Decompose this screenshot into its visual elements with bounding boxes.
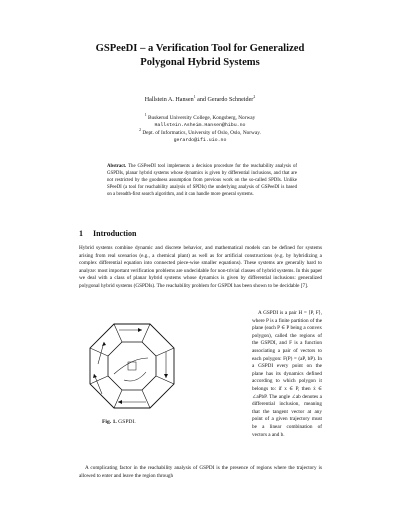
author-2: Gerardo Schneider [207,97,254,104]
abstract-label: Abstract. [107,164,127,169]
figure-caption-text: GSPDI. [118,419,136,425]
email-2: gerardo@ifi.uio.no [173,138,227,144]
section-title: Introduction [93,229,137,238]
tail-paragraph: A complicating factor in the reachability analysis of GSPDI is the presence of regions where the trajectory is allowed to enter and leave the region through [79,465,322,479]
intro-paragraph: Hybrid systems combine dynamic and discrete behavior, and mathematical models can be defined for systems arising from real scenarios (e.g., a chemical plant) as well as for artificial constructions (e.g. by hybridizing a complex differential equation into connected piece-wise smaller equations). These systems are generally hard to analyze: most important verification problems are undecidable for non-trivial classes of hybrid systems. In this paper we deal with a class of planar hybrid systems whose dynamics is given by differential inclusions: generalized polygonal hybrid systems (GSPDIs). The reachability problem for GSPDI has been shown to be decidable [7]. [79,245,322,289]
region-edges [90,324,174,408]
abstract [107,164,297,199]
arrow-heads [93,328,168,404]
email-1: Hallstein.Asheim.Hansen@hibu.no [154,123,246,129]
affiliations: $^1$ Buskerud University College, Kongsberg, Norway Hallstein.Asheim.Hansen@hibu.no $^2$ Dept. of Informatics, University of Oslo, Oslo, Norway. gerardo@ifi.uio.no [60,115,340,145]
inner-octagon [108,342,156,390]
authors-line: Hallstein A. Hansen$^1$ and Gerardo Schneider$^2$ [144,95,256,104]
gspdi-paragraph: A GSPDI is a pair H = ⟨P, F⟩, where P is a finite partition of the plane (each P ∈ P being a convex polygon), called the regions of the GSPDI, and F is a function associating a pair of vectors to each polygon: F(P) = (aP, bP). In a GSPDI every point on the plane has its dynamics defined according to which polygon it belongs to: if x ∈ P, then ẋ ∈ ∠aPbP. The angle ∠ab denotes a differential inclusion, meaning that the tangent vector at any point of a given trajectory must be a linear combination of vectors a and b. [252,310,322,438]
trajectory-arrows [94,330,166,402]
affiliation-1: Buskerud University College, Kongsberg, Norway [147,115,256,121]
gspdi-figure [84,318,180,414]
figure-label: Fig. 1. [102,419,117,425]
figure-caption [102,419,136,425]
author-1: Hallstein A. Hansen [144,97,194,104]
outer-octagon [90,324,174,408]
section-number: 1 [79,229,83,238]
abstract-text: The GSPeeDI tool implements a decision procedure for the reachability analysis of GSPDIs, planar hybrid systems whose dynamics is given by differential inclusions, and that are not restricted by the goodness assumption from previous work on the so-called SPDIs. Unlike SPeeDI (a tool for reachability analysis of SPDIs) the underlying analysis of GSPeeDI is based on a breadth-first search algorithm, and it can handle more general systems. [107,164,297,197]
paper-title [60,42,340,70]
section-heading [79,229,136,238]
title-line-1: GSPeeDI – a Verification Tool for Generalized [95,43,305,54]
affiliation-2: Dept. of Informatics, University of Oslo, Oslo, Norway. [142,129,261,136]
author-and: and [197,97,206,104]
title-line-2: Polygonal Hybrid Systems [140,57,260,68]
